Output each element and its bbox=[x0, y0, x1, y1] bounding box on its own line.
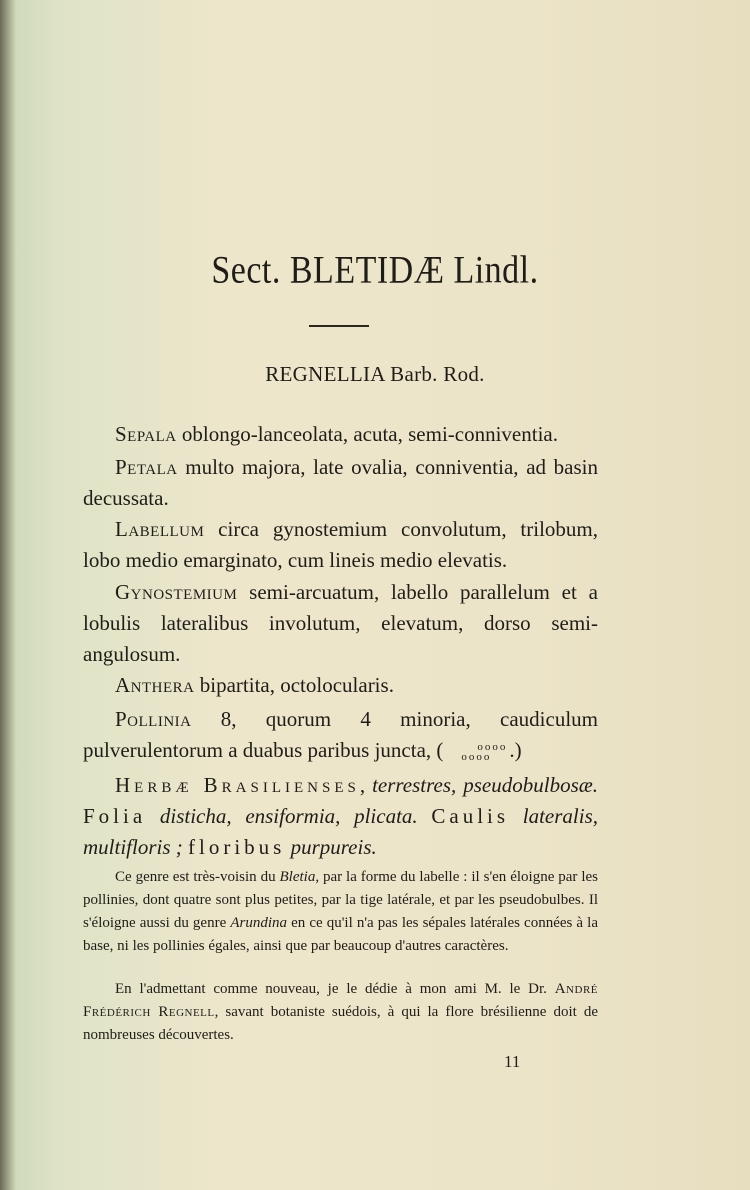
heading-rule bbox=[309, 325, 369, 327]
text-labellum: circa gynostemium convolutum, trilobum, lobo medio emarginato, cum lineis medio elevatis. bbox=[83, 517, 598, 572]
footnote-dedication bbox=[83, 978, 598, 1047]
formula-close: .) bbox=[509, 738, 522, 762]
note1-bletia: Bletia bbox=[279, 869, 316, 885]
text-gynostemium: semi-arcuatum, labello parallelum et a lobulis lateralibus involutum, elevatum, dorso semi-angulosum. bbox=[83, 580, 598, 666]
herbae-floribus-desc: purpureis. bbox=[290, 835, 377, 859]
term-petala: Petala bbox=[115, 455, 178, 479]
formula-open: ( bbox=[436, 738, 444, 762]
herbae-caulis: Caulis bbox=[431, 804, 510, 828]
note1-part-a: Ce genre est très-voisin du bbox=[115, 869, 280, 885]
text-anthera: bipartita, octolocularis. bbox=[194, 673, 394, 697]
note2-part-a: En l'admettant comme nouveau, je le dédie à mon ami M. le Dr. bbox=[115, 981, 555, 997]
pollinia-formula bbox=[436, 738, 521, 762]
herbae-caulis-desc: lateralis, multifloris ; bbox=[83, 804, 599, 859]
page-gutter bbox=[0, 0, 16, 1190]
note2-part-b: , savant botaniste suédois, à qui la flore brésilienne doit de nombreuses découvertes. bbox=[83, 1004, 598, 1043]
page-number: 11 bbox=[504, 1052, 521, 1071]
herbae-floribus: floribus bbox=[188, 835, 286, 859]
term-gynostemium: Gynostemium bbox=[115, 580, 238, 604]
term-labellum: Labellum bbox=[115, 517, 205, 541]
term-anthera: Anthera bbox=[115, 673, 195, 697]
note1-part-c: en ce qu'il n'a pas les sépales latérales connées à la base, ni les pollinies égales, ainsi que par beaucoup d'autres caractères. bbox=[83, 915, 598, 954]
herbae-folia: Folia bbox=[83, 804, 147, 828]
term-herbae: Herbæ Brasilienses bbox=[115, 773, 360, 797]
section-heading: Sect. BLETIDÆ Lindl. bbox=[211, 249, 539, 292]
paragraph-anthera bbox=[83, 670, 598, 701]
herbae-folia-desc: disticha, ensiformia, plicata. bbox=[159, 804, 418, 828]
note1-arundina: Arundina bbox=[230, 915, 287, 931]
footnote-genus-comparison bbox=[83, 866, 598, 958]
paragraph-pollinia bbox=[83, 704, 598, 766]
genus-title: REGNELLIA Barb. Rod. bbox=[265, 362, 485, 386]
text-pollinia: 8, quorum 4 minoria, caudiculum pulverulentorum a duabus paribus juncta, bbox=[83, 707, 598, 762]
note2-regnell: André Frédérich Regnell bbox=[83, 981, 598, 1020]
paragraph-herbae bbox=[83, 770, 598, 863]
herbae-sep: , bbox=[359, 773, 373, 797]
term-pollinia: Pollinia bbox=[115, 707, 192, 731]
paragraph-sepala bbox=[83, 419, 598, 450]
text-sepala: oblongo-lanceolata, acuta, semi-conniventia. bbox=[176, 422, 558, 446]
pollen-bottom: oooo bbox=[461, 751, 492, 764]
note1-part-b: , par la forme du labelle : il s'en éloigne par les pollinies, dont quatre sont plus petites, par la tige latérale, et par les pseudobulbes. Il s'éloigne aussi du genre bbox=[83, 869, 598, 931]
paragraph-petala bbox=[83, 452, 598, 514]
paragraph-labellum bbox=[83, 514, 598, 576]
pollen-diagram bbox=[445, 742, 507, 762]
text-petala: multo majora, late ovalia, conniventia, ad basin decussata. bbox=[83, 455, 598, 510]
term-sepala: Sepala bbox=[115, 422, 177, 446]
paragraph-gynostemium bbox=[83, 577, 598, 670]
herbae-habit: terrestres, pseudobulbosæ. bbox=[372, 773, 598, 797]
pollen-top: oooo bbox=[477, 741, 508, 754]
